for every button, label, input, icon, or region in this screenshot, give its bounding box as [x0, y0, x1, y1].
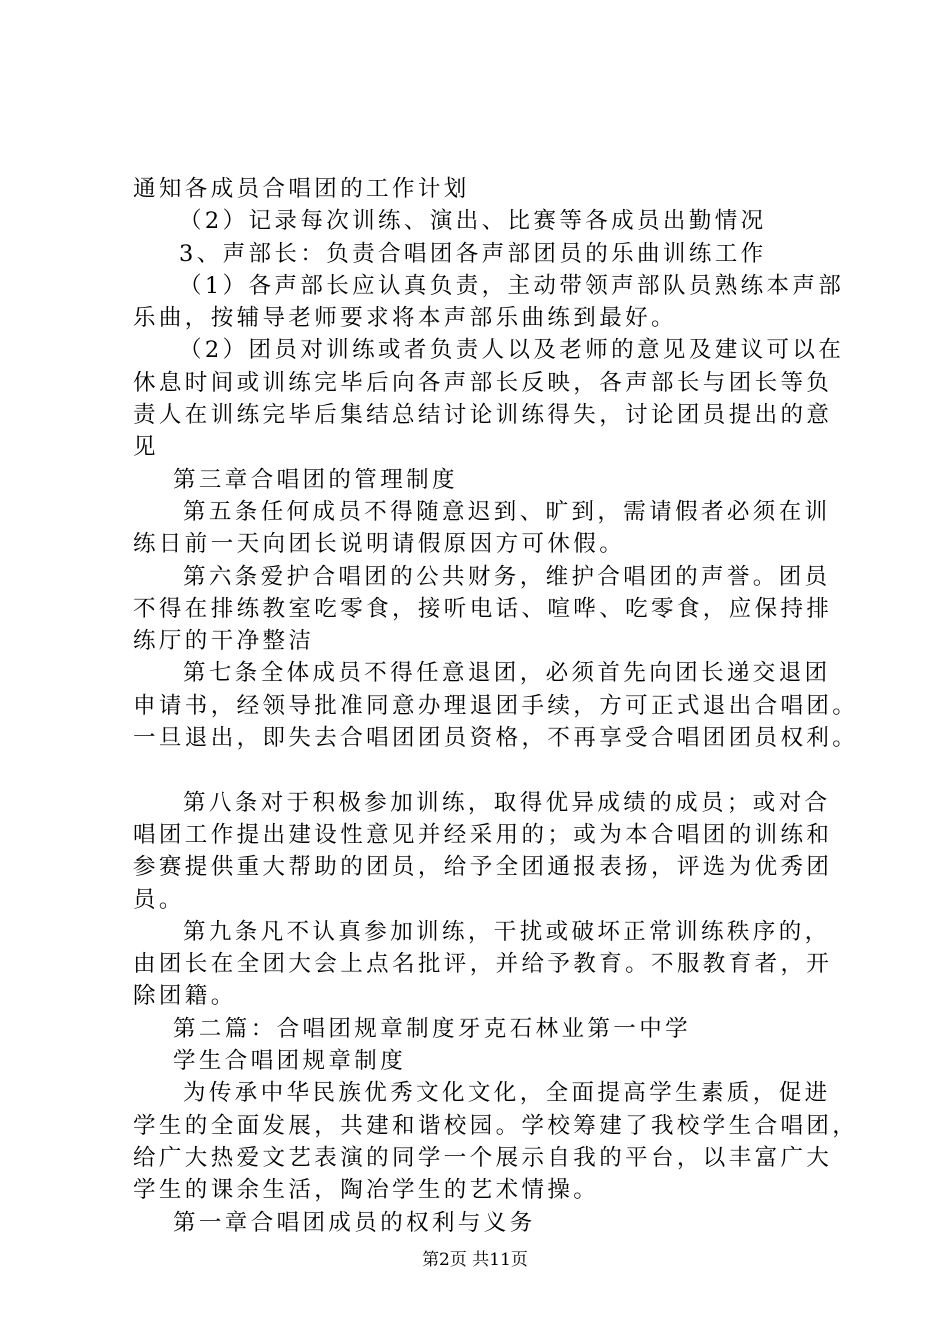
text-line: （1）各声部长应认真负责，主动带领声部队员熟练本声部 — [179, 272, 845, 299]
section-heading: 第二篇：合唱团规章制度牙克石林业第一中学 — [173, 1015, 692, 1042]
text-line: 乐曲，按辅导老师要求将本声部乐曲练到最好。 — [133, 305, 677, 332]
text-line: 休息时间或训练完毕后向各声部长反映，各声部长与团长等负 — [133, 369, 833, 396]
text-line: 第六条爱护合唱团的公共财务，维护合唱团的声誉。团员 — [183, 563, 831, 590]
text-line: （2）团员对训练或者负责人以及老师的意见及建议可以在 — [179, 337, 845, 364]
text-line: 一旦退出，即失去合唱团团员资格，不再享受合唱团团员权利。 — [133, 725, 859, 752]
text-line: 第七条全体成员不得任意退团，必须首先向团长递交退团 — [183, 660, 831, 687]
text-line: 不得在排练教室吃零食，接听电话、喧哗、吃零食，应保持排 — [133, 595, 833, 622]
document-body — [133, 173, 859, 1239]
text-line: 员。 — [133, 886, 185, 913]
text-line: 给广大热爱文艺表演的同学一个展示自我的平台，以丰富广大 — [133, 1144, 833, 1171]
text-line: 练日前一天向团长说明请假原因方可休假。 — [133, 531, 626, 558]
page-footer: 第2页 共11页 — [422, 1250, 528, 1270]
blank-line — [133, 754, 833, 786]
text-line: 第九条凡不认真参加训练，干扰或破坏正常训练秩序的， — [183, 918, 831, 945]
text-line: 第五条任何成员不得随意迟到、旷到，需请假者必须在训 — [183, 498, 831, 525]
text-line: 为传承中华民族优秀文化文化，全面提高学生素质，促进 — [183, 1080, 831, 1107]
text-line: 申请书，经领导批准同意办理退团手续，方可正式退出合唱团。 — [133, 692, 859, 719]
text-line: 见 — [133, 434, 159, 461]
chapter-heading: 第一章合唱团成员的权利与义务 — [173, 1209, 536, 1236]
text-line: 第八条对于积极参加训练，取得优异成绩的成员；或对合 — [183, 789, 831, 816]
text-line: 学生的全面发展，共建和谐校园。学校筹建了我校学生合唱团， — [133, 1112, 859, 1139]
text-line: 唱团工作提出建设性意见并经采用的；或为本合唱团的训练和 — [133, 821, 833, 848]
text-line: 责人在训练完毕后集结总结讨论训练得失，讨论团员提出的意 — [133, 402, 833, 429]
text-line: 由团长在全团大会上点名批评，并给予教育。不服教育者，开 — [133, 951, 833, 978]
text-line: 学生的课余生活，陶冶学生的艺术情操。 — [133, 1177, 600, 1204]
text-line: 练厅的干净整洁 — [133, 628, 315, 655]
text-line: 参赛提供重大帮助的团员，给予全团通报表扬，评选为优秀团 — [133, 854, 833, 881]
text-line: 3、声部长：负责合唱团各声部团员的乐曲训练工作 — [179, 240, 767, 267]
text-line: （2）记录每次训练、演出、比赛等各成员出勤情况 — [179, 208, 767, 235]
text-line: 除团籍。 — [133, 983, 237, 1010]
text-line: 通知各成员合唱团的工作计划 — [133, 176, 470, 202]
section-subheading: 学生合唱团规章制度 — [173, 1048, 407, 1075]
chapter-heading: 第三章合唱团的管理制度 — [173, 466, 458, 493]
